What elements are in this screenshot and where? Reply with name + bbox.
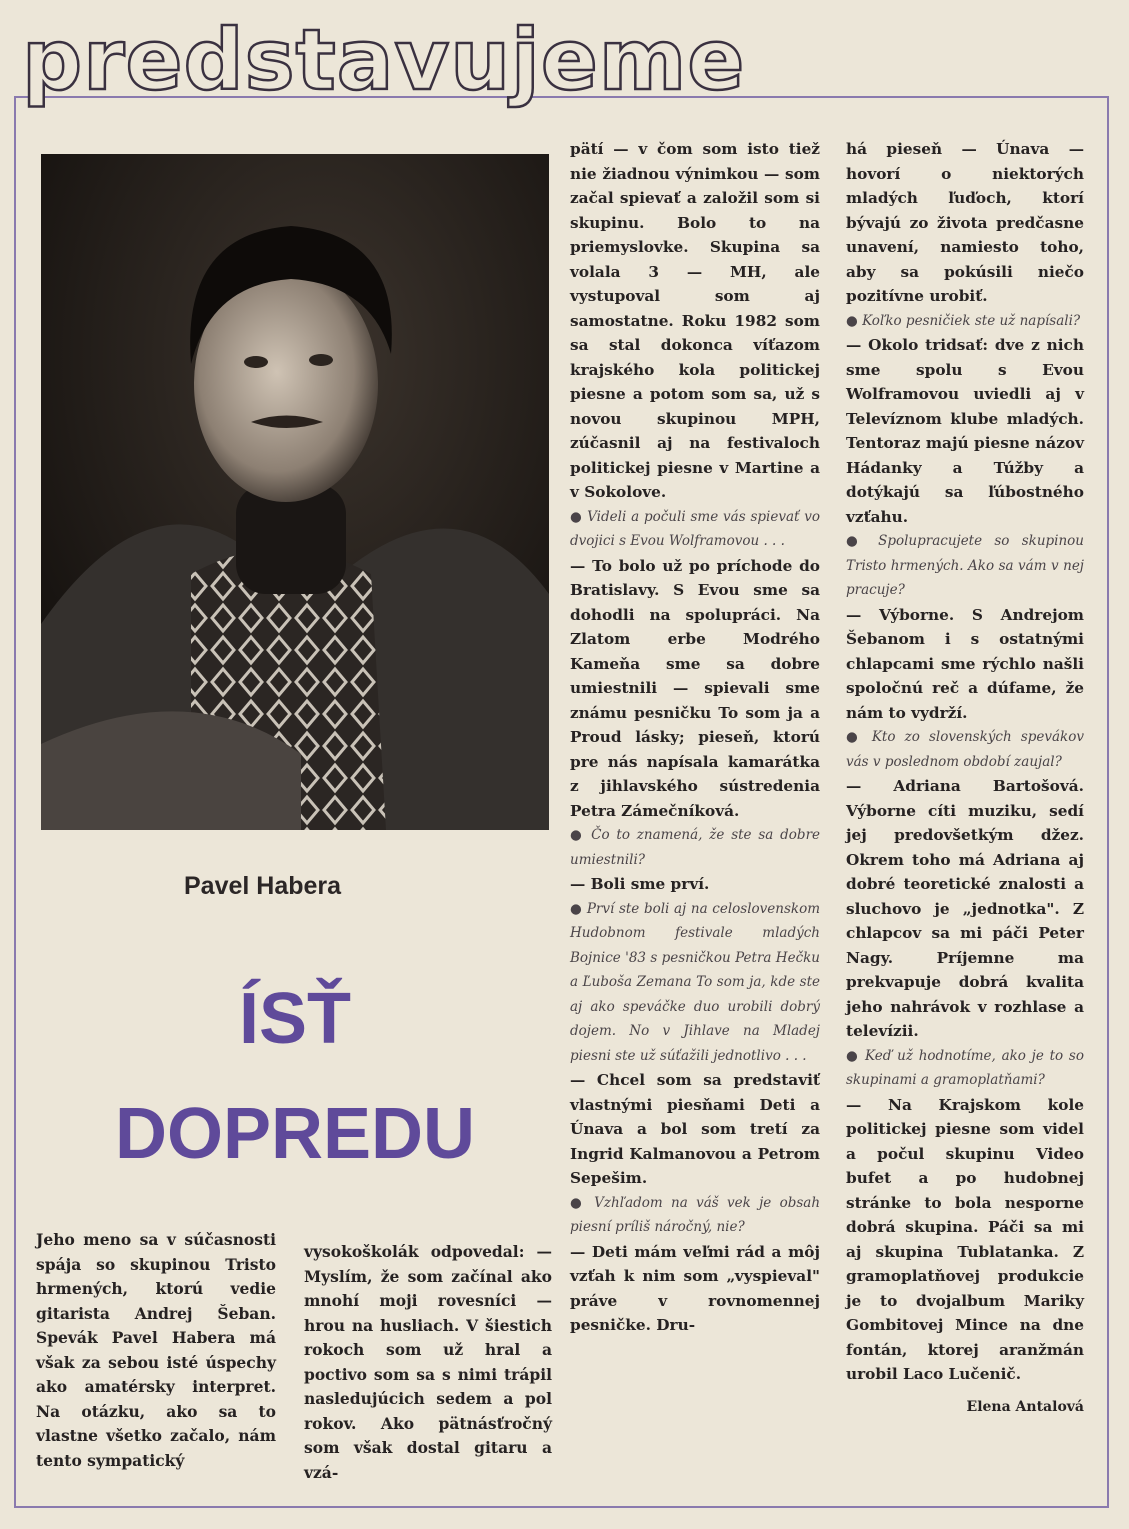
question-paragraph	[570, 1191, 820, 1240]
byline: Pavel Habera	[184, 872, 342, 900]
answer-paragraph: — To bolo už po príchode do Bratislavy. S Evou sme sa dohodli na spolupráci. Na Zlatom erbe Modrého Kameňa sme sa dobre umiestnili — spievali sme známu pesničku To som ja a Proud lásky; pieseň, ktorú pre nás napísala kamarátka z jihlavského sústredenia Petra Zámečníková.	[570, 556, 820, 820]
bullet-icon: ●	[570, 508, 583, 525]
bullet-icon: ●	[846, 729, 863, 745]
masthead-title: predstavujeme	[22, 11, 746, 109]
bullet-icon: ●	[570, 827, 585, 843]
question-paragraph	[570, 897, 820, 1069]
bullet-icon: ●	[570, 900, 583, 917]
answer-paragraph: — Na Krajskom kole politickej piesne som videl a počul skupinu Video bufet a po hudobnej stránke to bola nesporne dobrá skupina. Páči sa mi aj skupina Tublatanka. Z gramoplatňovej produkcie je to dvojalbum Mariky Gombitovej Mince na dne fontán, ktorej aranžmán urobil Laco Lučenič.	[846, 1095, 1084, 1383]
answer-paragraph: pätí — v čom som isto tiež nie žiadnou výnimkou — som začal spievať a založil som si skupinu. Bolo to na priemyslovke. Skupina sa volala 3 — MH, ale vystupoval som aj samostatne. Roku 1982 som sa stal dokonca víťazom krajského kola politickej piesne a potom som sa, už s novou skupinou MPH, zúčasnil aj na festivaloch politickej piesne v Martine a v Sokolove.	[570, 140, 820, 501]
answer-paragraph: há pieseň — Únava — hovorí o niektorých mladých ľuďoch, ktorí bývajú zo života predčasne unavení, namiesto toho, aby sa pokúsili niečo pozitívne urobiť.	[846, 140, 1084, 305]
answer-paragraph: — Boli sme prví.	[570, 875, 710, 893]
article-column-3	[570, 137, 820, 1338]
answer-paragraph: — Výborne. S Andrejom Šebanom i s ostatnými chlapcami sme rýchlo našli spoločnú reč a dúfame, že nám to vydrží.	[846, 605, 1084, 722]
intro-paragraph: Jeho meno sa v súčasnosti spája so skupinou Tristo hrmených, ktorú vedie gitarista Andrej Šeban. Spevák Pavel Habera má však za sebou isté úspechy ako amatérsky interpret. Na otázku, ako sa to vlastne všetko začalo, nám tento sympatický	[36, 1230, 276, 1470]
bullet-icon: ●	[846, 1047, 860, 1064]
intro-paragraph: vysokoškolák odpovedal: — Myslím, že som začínal ako mnohí moji rovesníci — hrou na husliach. V šiestich rokoch som už hral a poctivo som sa s nimi trápil nasledujúcich sedem a pol rokov. Ako pätnásťročný som však dostal gitaru a vzá-	[304, 1242, 552, 1482]
bullet-icon: ●	[846, 533, 866, 549]
question-text: Keď už hodnotíme, ako je to so skupinami a gramoplatňami?	[846, 1047, 1084, 1088]
question-text: Spolupracujete so skupinou Tristo hrmených. Ako sa vám v nej pracuje?	[846, 533, 1085, 598]
intro-column-1	[36, 1228, 276, 1473]
bullet-icon: ●	[846, 312, 858, 329]
question-paragraph	[846, 1044, 1084, 1093]
question-paragraph	[570, 823, 820, 872]
portrait-photo	[41, 154, 549, 830]
question-text: Vzhľadom na váš vek je obsah piesní príliš náročný, nie?	[570, 1194, 821, 1235]
question-text: Koľko pesničiek ste už napísali?	[862, 312, 1081, 329]
bullet-icon: ●	[570, 1194, 586, 1211]
article-column-4	[846, 137, 1084, 1419]
question-paragraph	[846, 309, 1084, 334]
question-text: Prví ste boli aj na celoslovenskom Hudobnom festivale mladých Bojnice '83 s pesničkou Petra Hečku a Ľuboša Zemana To som ja, kde ste aj ako speváčke duo urobili dobrý dojem. No v Jihlave na Mladej piesni ste už súťažili jednotlivo . . .	[570, 900, 820, 1064]
headline-line-1: ÍSŤ	[238, 979, 351, 1059]
answer-paragraph: — Adriana Bartošová. Výborne cíti muziku, sedí jej predovšetkým džez. Okrem toho má Adriana aj dobré teoretické znalosti a sluchovo je „jednotka". Z chlapcov sa mi páči Peter Nagy. Príjemne ma prekvapuje dobrá kvalita jeho nahrávok v rozhlase a televízii.	[846, 777, 1084, 1040]
question-paragraph	[846, 529, 1084, 603]
question-paragraph	[846, 725, 1084, 774]
question-text: Videli a počuli sme vás spievať vo dvojici s Evou Wolframovou . . .	[570, 508, 821, 549]
intro-column-2	[304, 1240, 552, 1485]
question-text: Čo to znamená, že ste sa dobre umiestnili?	[570, 827, 821, 868]
headline-line-2: DOPREDU	[114, 1094, 476, 1174]
answer-paragraph: — Deti mám veľmi rád a môj vzťah k nim som „vyspieval" práve v rovnomennej pesničke. Dru-	[570, 1242, 820, 1334]
author-signature: Elena Antalová	[966, 1398, 1084, 1415]
portrait-illustration	[41, 154, 549, 830]
answer-paragraph: — Okolo tridsať: dve z nich sme spolu s Evou Wolframovou uviedli aj v Televíznom klube mladých. Tentoraz majú piesne názov Hádanky a Túžby a dotýkajú sa ľúbostného vzťahu.	[846, 336, 1084, 526]
question-text: Kto zo slovenských spevákov vás v poslednom období zaujal?	[846, 729, 1084, 770]
question-paragraph	[570, 505, 820, 554]
answer-paragraph: — Chcel som sa predstaviť vlastnými piesňami Deti a Únava a bol som tretí za Ingrid Kalmanovou a Petrom Sepešim.	[570, 1071, 820, 1187]
